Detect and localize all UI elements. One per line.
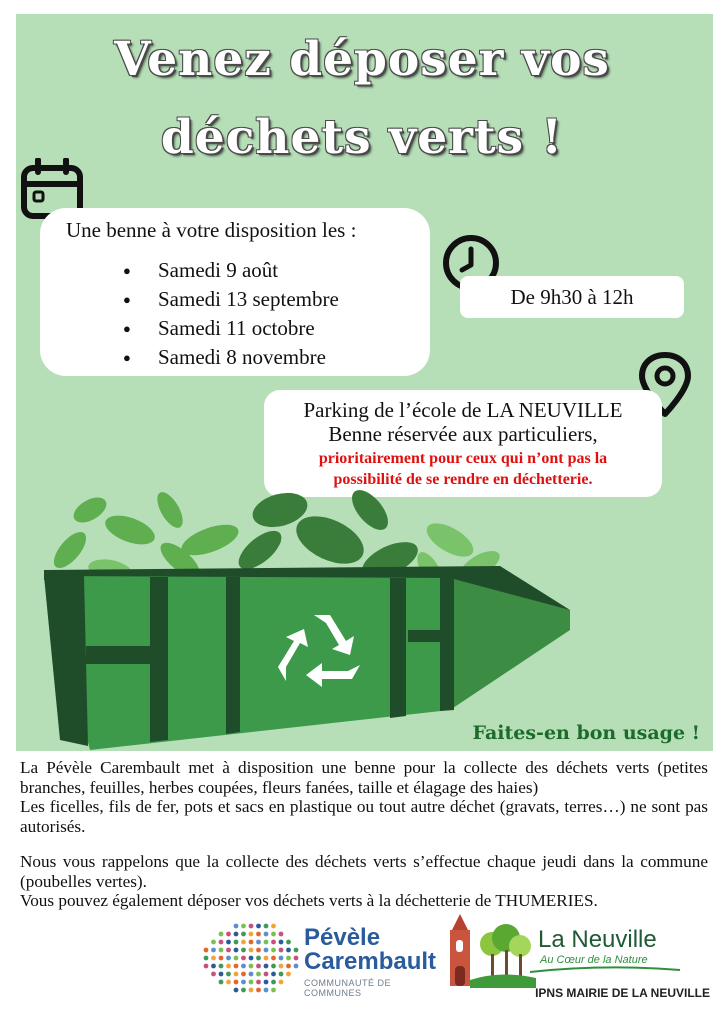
logo-dot [271,956,276,961]
logo-dot [271,964,276,969]
location-line-1: Parking de l’école de LA NEUVILLE [303,398,623,422]
hours-box: De 9h30 à 12h [460,276,684,318]
logo-dot [241,924,246,929]
logo-dot [226,932,231,937]
logo-dot [271,932,276,937]
logo-dot [286,956,291,961]
logo-dot [219,932,224,937]
reminder-paragraph [20,852,708,911]
logo-dot [256,988,261,993]
date-item: ● Samedi 11 octobre [158,314,339,343]
pevele-subtitle: COMMUNAUTÉ DE COMMUNES [304,978,391,998]
logo-dot [234,932,239,937]
logo-dot [234,940,239,945]
logo-dot [241,980,246,985]
logo-dot [249,940,254,945]
rules-line-2: Les ficelles, fils de fer, pots et sacs en plastique ou tout autre déchet (gravats, terres…) ne sont pas autorisés. [20,797,708,836]
priority-note-line-1: prioritairement pour ceux qui n’ont pas la [318,450,608,467]
logo-dot [286,972,291,977]
logo-dot [271,948,276,953]
logo-dot [279,972,284,977]
logo-dot [226,948,231,953]
logo-dot [256,948,261,953]
logo-dot [219,980,224,985]
logo-dot [286,964,291,969]
logo-dot [226,972,231,977]
logo-dot [264,988,269,993]
logo-dot [241,940,246,945]
logo-dot [249,964,254,969]
logo-dot [211,972,216,977]
logo-dot [219,948,224,953]
logo-dot [219,956,224,961]
date-item: ● Samedi 13 septembre [158,285,339,314]
title-line-2: déchets verts ! [160,110,564,165]
logo-dot [256,980,261,985]
reminder-line-2: Vous pouvez également déposer vos déchets verts à la déchetterie de THUMERIES. [20,891,598,911]
logo-dot [211,956,216,961]
rules-line-1: La Pévèle Carembault met à disposition une benne pour la collecte des déchets verts (petites branches, feuilles, herbes coupées, fleurs fanées, taille et élagage des haies) [20,758,708,797]
logo-dot [249,988,254,993]
logo-dot [286,948,291,953]
logo-dot [271,988,276,993]
logo-dot [294,948,299,953]
logo-dot [234,948,239,953]
logo-dot [241,956,246,961]
logo-dot [249,932,254,937]
logo-dot [256,964,261,969]
logo-dot [264,940,269,945]
logo-dot [241,988,246,993]
title-line-1: Venez déposer vos [114,32,610,87]
logo-dot [294,956,299,961]
logo-dot [271,980,276,985]
logo-dot [219,964,224,969]
logo-dot [249,924,254,929]
dates-box [40,208,430,376]
logo-dot [241,932,246,937]
logo-dot [211,948,216,953]
logo-dot [234,972,239,977]
logo-dot [234,956,239,961]
rules-paragraph [20,758,708,836]
logo-dot [256,940,261,945]
logo-dot [271,940,276,945]
logo-dot [264,924,269,929]
logo-dot [256,932,261,937]
logo-dot [294,964,299,969]
logo-dot [234,980,239,985]
logo-dot [279,980,284,985]
logo-dot [219,940,224,945]
logo-dot [256,956,261,961]
pevele-carembault-logo [200,920,437,1000]
logo-dot [211,964,216,969]
logo-dot [204,956,209,961]
la-neuville-tagline: Au Cœur de la Nature [540,954,648,966]
logo-dot [241,972,246,977]
priority-note-line-2: possibilité de se rendre en déchetterie. [333,471,593,488]
logo-dot [241,948,246,953]
logo-dot [226,964,231,969]
logo-dot [256,972,261,977]
church-and-trees-icon [440,910,536,988]
dotted-map-icon [200,920,304,996]
logo-dot [204,948,209,953]
logo-dot [264,972,269,977]
logo-dot [249,956,254,961]
dates-list [158,256,339,372]
ipns-footer: IPNS MAIRIE DE LA NEUVILLE [535,986,710,1000]
location-line-2: Benne réservée aux particuliers, [328,422,598,446]
date-item: ● Samedi 9 août [158,256,339,285]
logo-dot [264,932,269,937]
logo-dot [279,964,284,969]
logo-dot [271,924,276,929]
logo-dot [219,972,224,977]
logo-dot [234,988,239,993]
green-waste-skip-illustration [30,470,580,760]
logo-dot [249,980,254,985]
logo-dot [264,948,269,953]
logo-dot [241,964,246,969]
reminder-line-1: Nous vous rappelons que la collecte des déchets verts s’effectue chaque jeudi dans la commune (poubelles vertes). [20,852,708,891]
logo-dot [279,948,284,953]
logo-dot [211,940,216,945]
logo-dot [226,980,231,985]
logo-dot [256,924,261,929]
logo-dot [234,924,239,929]
logo-dot [264,964,269,969]
logo-dot [226,956,231,961]
logo-dot [204,964,209,969]
pevele-name: Pévèle Carembault [304,924,437,975]
logo-dot [271,972,276,977]
logo-dot [264,956,269,961]
logo-dot [249,948,254,953]
logo-dot [286,940,291,945]
slogan: Faites-en bon usage ! [472,722,700,744]
la-neuville-name: La Neuville [538,926,657,953]
logo-dot [264,980,269,985]
dates-heading: Une benne à votre disposition les : [66,218,357,242]
logo-dot [279,956,284,961]
date-item: ● Samedi 8 novembre [158,343,339,372]
logo-dot [226,940,231,945]
logo-dot [279,932,284,937]
logo-underline [530,966,680,974]
logo-dot [279,940,284,945]
logo-dot [234,964,239,969]
logo-dot [249,972,254,977]
